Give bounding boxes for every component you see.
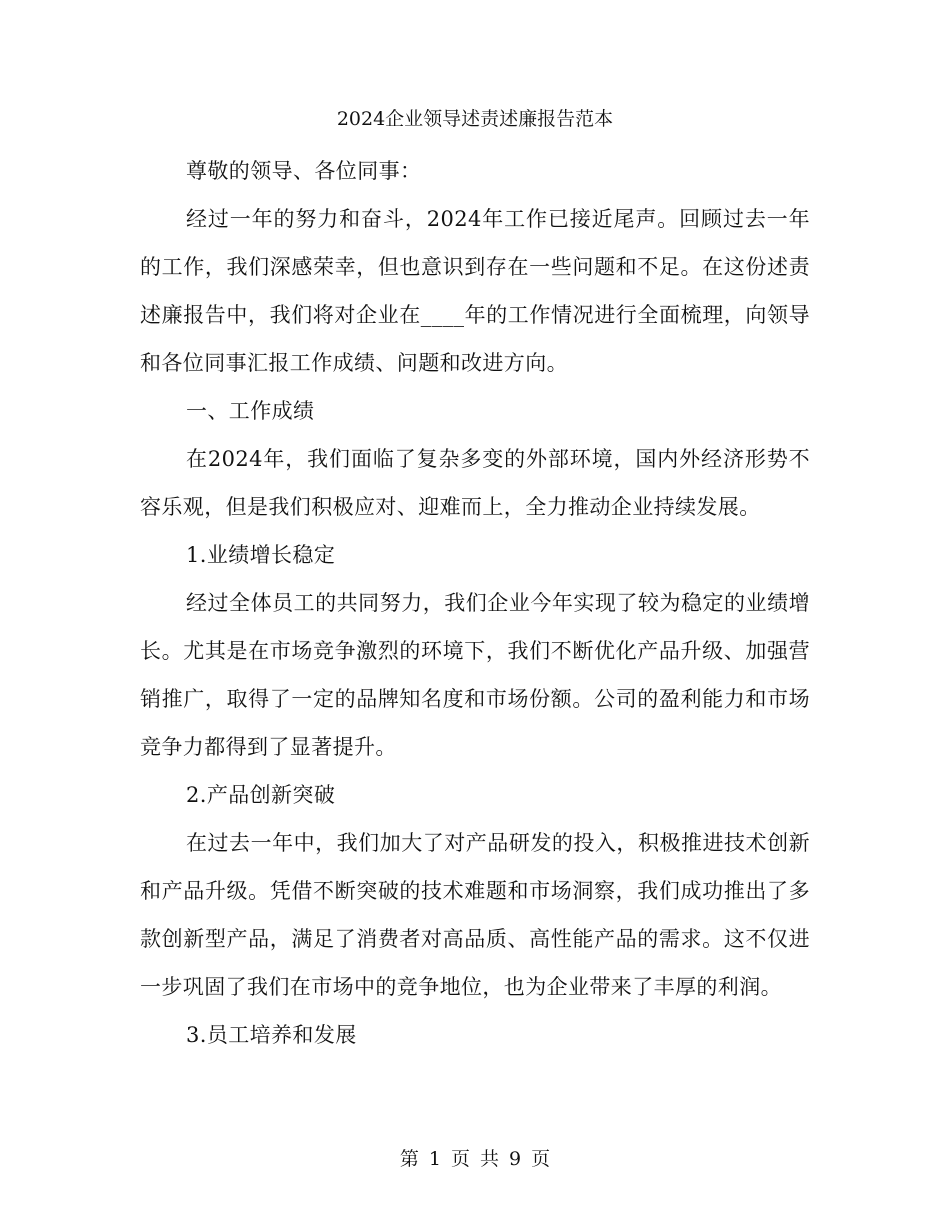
performance-paragraph: 经过全体员工的共同努力，我们企业今年实现了较为稳定的业绩增长。尤其是在市场竞争激烈的环境下，我们不断优化产品升级、加强营销推广，取得了一定的品牌知名度和市场份额。公司的盈利能力和市场竞争力都得到了显著提升。 — [140, 591, 810, 759]
subheading-innovation: 2.产品创新突破 — [186, 783, 336, 807]
page-number-footer: 第 1 页 共 9 页 — [399, 1148, 551, 1170]
subheading-performance: 1.业绩增长稳定 — [186, 543, 336, 567]
achievements-paragraph: 在2024年，我们面临了复杂多变的外部环境，国内外经济形势不容乐观，但是我们积极应对、迎难而上，全力推动企业持续发展。 — [140, 447, 810, 519]
intro-paragraph: 经过一年的努力和奋斗，2024年工作已接近尾声。回顾过去一年的工作，我们深感荣幸，但也意识到存在一些问题和不足。在这份述责述廉报告中，我们将对企业在____年的工作情况进行全面梳理，向领导和各位同事汇报工作成绩、问题和改进方向。 — [140, 207, 810, 375]
subheading-staff: 3.员工培养和发展 — [186, 1023, 357, 1047]
salutation: 尊敬的领导、各位同事： — [186, 159, 422, 183]
section-heading-achievements: 一、工作成绩 — [186, 399, 315, 423]
document-title: 2024企业领导述责述廉报告范本 — [336, 108, 614, 130]
document-body — [140, 147, 810, 1059]
innovation-paragraph: 在过去一年中，我们加大了对产品研发的投入，积极推进技术创新和产品升级。凭借不断突破的技术难题和市场洞察，我们成功推出了多款创新型产品，满足了消费者对高品质、高性能产品的需求。这不仅进一步巩固了我们在市场中的竞争地位，也为企业带来了丰厚的利润。 — [140, 831, 810, 999]
